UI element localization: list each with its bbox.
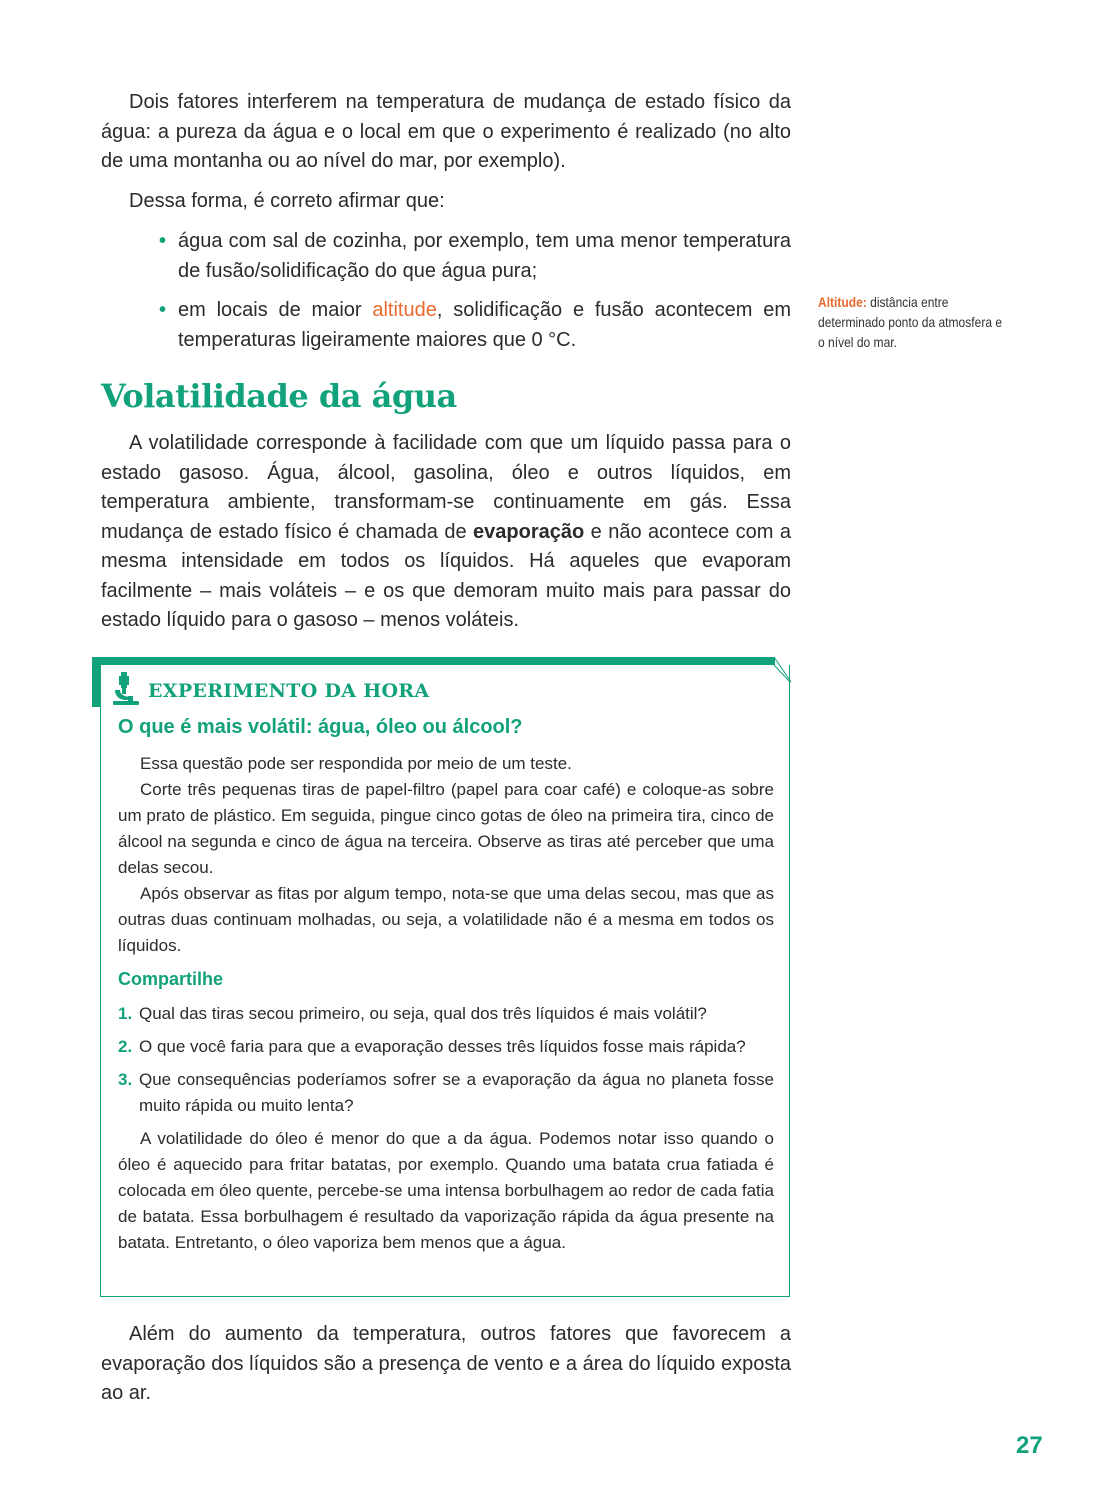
intro-lead-in: Dessa forma, é correto afirmar que:	[129, 190, 445, 212]
list-item	[118, 1067, 774, 1119]
question-text: Que consequências poderíamos sofrer se a evaporação da água no planeta fosse muito rápida ou muito lenta?	[139, 1070, 774, 1115]
glossary-term-link: altitude	[372, 299, 437, 321]
section-paragraph-end: e não acontece com a mesma intensidade em todos os líquidos. Há aqueles que evaporam facilmente – mais voláteis – e os que demoram muito mais para passar do estado líquido para o gasoso – menos voláteis.	[101, 520, 792, 631]
bold-term: evaporação	[473, 520, 585, 543]
intro-paragraph: Dois fatores interferem na temperatura de mudança de estado físico da água: a pureza da água e o local em que o experimento é realizado (no alto de uma montanha ou ao nível do mar, por exemplo).	[101, 91, 791, 172]
question-number: 3.	[118, 1070, 133, 1089]
experiment-paragraph: Corte três pequenas tiras de papel-filtro (papel para coar café) e coloque-as sobre um prato de plástico. Em seguida, pingue cinco gotas de óleo na primeira tira, cinco de álcool na segunda e cinco de água na terceira. Observe as tiras até perceber que uma delas secou.	[118, 780, 774, 877]
glossary-note	[818, 292, 1003, 352]
question-number: 2.	[118, 1037, 133, 1056]
bullet-list	[101, 227, 791, 365]
share-title: Compartilhe	[118, 969, 224, 989]
question-text: Qual das tiras secou primeiro, ou seja, qual dos três líquidos é mais volátil?	[139, 1004, 707, 1023]
glossary-definition: distância entre determinado ponto da atmosfera e o nível do mar.	[818, 294, 1003, 350]
section-paragraph-start: A volatilidade corresponde à facilidade com que um líquido passa para o estado gasoso. Água, álcool, gasolina, óleo e outros líquidos, em temperatura ambiente, transformam-se continuamente em gás. Essa mudança de estado físico é chamada de	[101, 432, 791, 543]
page-number: 27	[1016, 1432, 1043, 1459]
bullet-dot: •	[159, 299, 167, 321]
section-title: Volatilidade da água	[101, 377, 457, 415]
experiment-answer: A volatilidade do óleo é menor do que a da água. Podemos notar isso quando o óleo é aquecido para fritar batatas, por exemplo. Quando uma batata crua fatiada é colocada em óleo quente, percebe-se uma intensa borbulhagem ao redor de cada fatia de batata. Essa borbulhagem é resultado da vaporização rápida da água presente na batata. Entretanto, o óleo vaporiza bem menos que a água.	[118, 1129, 774, 1252]
experiment-question: O que é mais volátil: água, óleo ou álcool?	[118, 716, 523, 738]
experiment-side-bar	[92, 657, 100, 707]
experiment-label: EXPERIMENTO DA HORA	[148, 680, 430, 702]
closing-paragraph: Além do aumento da temperatura, outros fatores que favorecem a evaporação dos líquidos são a presença de vento e a área do líquido exposta ao ar.	[101, 1323, 791, 1404]
microscope-icon	[111, 670, 141, 706]
list-item	[118, 1034, 774, 1060]
experiment-paragraph: Essa questão pode ser respondida por meio de um teste.	[140, 754, 572, 773]
experiment-header-bar	[92, 657, 774, 665]
question-list	[118, 1001, 774, 1126]
bullet-text: água com sal de cozinha, por exemplo, tem uma menor temperatura de fusão/solidificação do que água pura;	[178, 230, 791, 282]
bullet-dot: •	[159, 230, 167, 252]
section-paragraph	[101, 429, 791, 636]
glossary-term: Altitude:	[818, 294, 867, 310]
bullet-text-end: , solidificação e fusão acontecem em temperaturas ligeiramente maiores que 0 °C.	[178, 299, 791, 351]
question-text: O que você faria para que a evaporação desses três líquidos fosse mais rápida?	[139, 1037, 746, 1056]
question-number: 1.	[118, 1004, 133, 1023]
experiment-paragraph: Após observar as fitas por algum tempo, nota-se que uma delas secou, mas que as outras duas continuam molhadas, ou seja, a volatilidade não é a mesma em todos os líquidos.	[118, 884, 774, 955]
bullet-text-start: em locais de maior	[178, 299, 373, 321]
list-item	[101, 227, 791, 286]
list-item	[101, 296, 791, 355]
list-item	[118, 1001, 774, 1027]
